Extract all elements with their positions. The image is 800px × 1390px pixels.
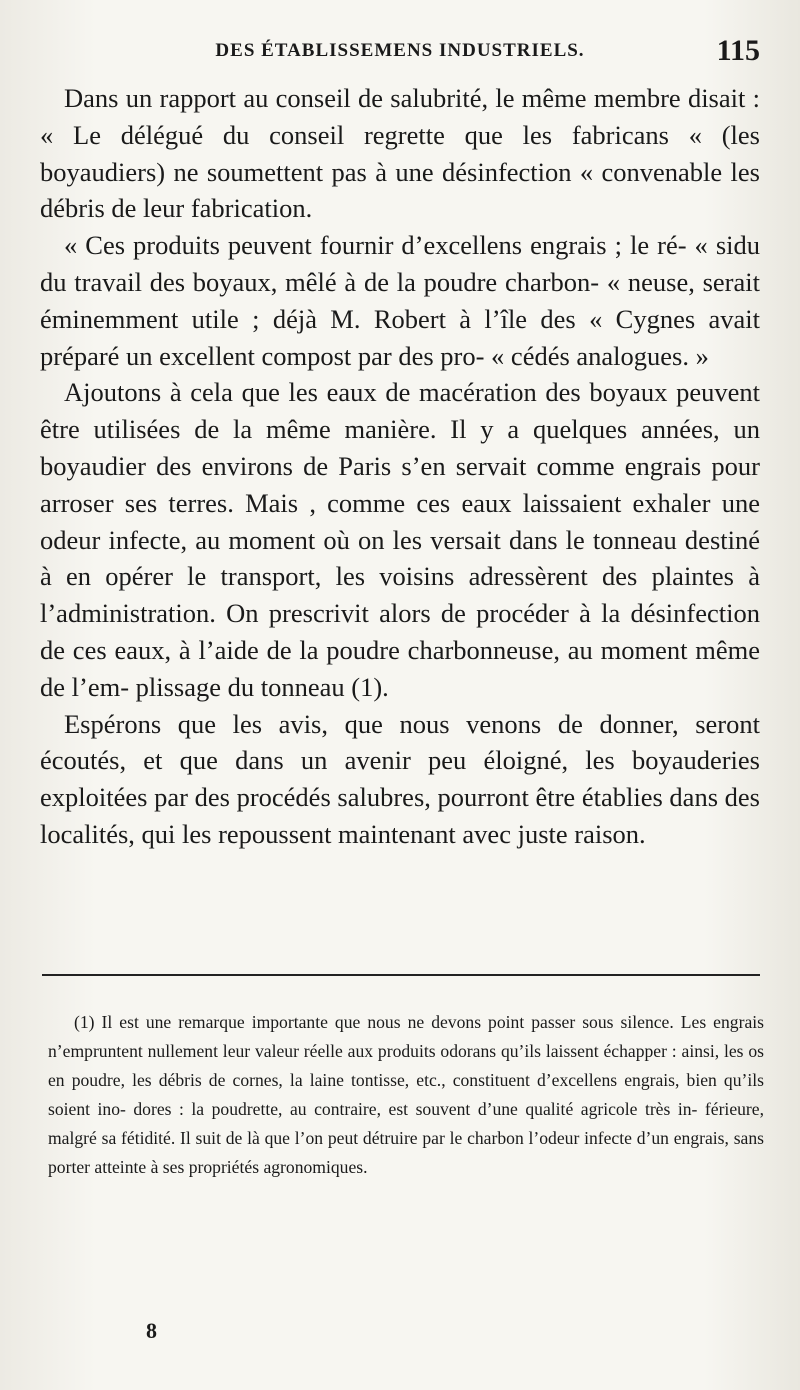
page-number: 115: [716, 34, 760, 67]
main-text: [40, 80, 760, 853]
footnote: (1) Il est une remarque importante que nous ne devons point passer sous silence. Les engrais n’empruntent nullement leur valeur réelle aux produits odorans qu’ils laissent échapper : ainsi, les os en poudre, les débris de cornes, la laine tontisse, etc., constituent d’excellens engrais, bien qu’ils soient ino- dores : la poudrette, au contraire, est souvent d’une qualité agricole très in- férieure, malgré sa fétidité. Il suit de là que l’on peut détruire par le charbon l’odeur infecte d’un engrais, sans porter atteinte à ses propriétés agronomiques.: [48, 1012, 764, 1177]
paragraph: « Ces produits peuvent fournir d’excellens engrais ; le ré- « sidu du travail des boyaux, mêlé à de la poudre charbon- « neuse, serait éminemment utile ; déjà M. Robert à l’île des « Cygnes avait préparé un excellent compost par des pro- « cédés analogues. »: [40, 230, 760, 371]
printer-signature-mark: 8: [146, 1318, 157, 1343]
paragraph: Dans un rapport au conseil de salubrité, le même membre disait : « Le délégué du conseil regrette que les fabricans « (les boyaudiers) ne soumettent pas à une désinfection « convenable les débris de leur fabrication.: [40, 83, 760, 224]
page-header: [40, 34, 760, 74]
paragraph: Espérons que les avis, que nous venons de donner, seront écoutés, et que dans un avenir peu éloigné, les boyauderies exploitées par des procédés salubres, pourront être établies dans des localités, qui les repoussent maintenant avec juste raison.: [40, 708, 760, 849]
footnote-rule: [42, 974, 760, 976]
running-head: DES ÉTABLISSEMENS INDUSTRIELS.: [215, 40, 585, 61]
paragraph: Ajoutons à cela que les eaux de macération des boyaux peuvent être utilisées de la même manière. Il y a quelques années, un boyaudier des environs de Paris s’en servait comme engrais pour arroser ses terres. Mais , comme ces eaux laissaient exhaler une odeur infecte, au moment où on les versait dans le tonneau destiné à en opérer le transport, les voisins adressèrent des plaintes à l’administration. On prescrivit alors de procéder à la désinfection de ces eaux, à l’aide de la poudre charbonneuse, au moment même de l’em- plissage du tonneau (1).: [40, 377, 760, 702]
